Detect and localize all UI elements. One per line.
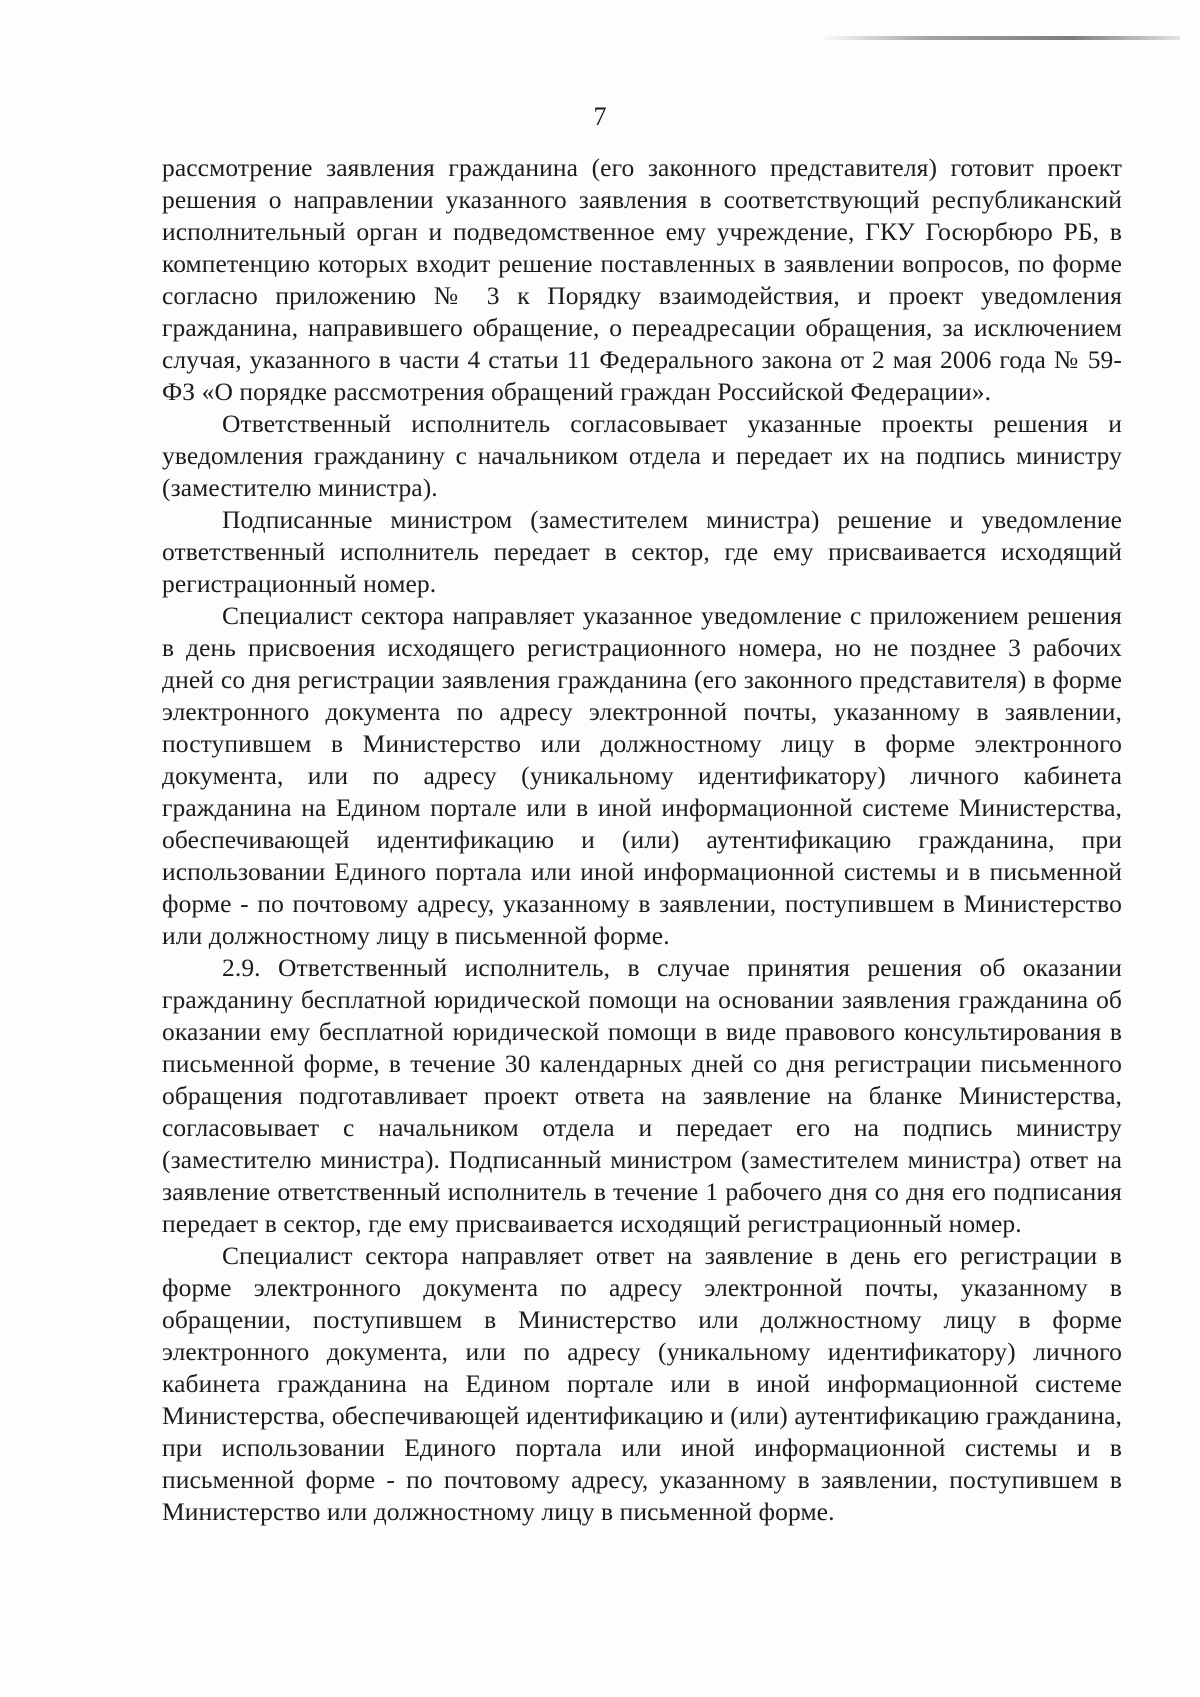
document-body [162,152,1122,1528]
paragraph-approval: Ответственный исполнитель согласовывает указанные проекты решения и уведомления гражданину с начальником отдела и передает их на подпись министру (заместителю министра). [162,409,1122,502]
page-number: 7 [593,102,607,131]
scan-artifact-line [820,36,1180,40]
paragraph-response-sending: Специалист сектора направляет ответ на заявление в день его регистрации в форме электронного документа по адресу электронной почты, указанному в обращении, поступившем в Министерство или должностному лицу в форме электронного документа, или по адресу (уникальному идентификатору) личного кабинета гражданина на Едином портале или в иной информационной системе Министерства, обеспечивающей идентификацию и (или) аутентификацию гражданина, при использовании Единого портала или иной информационной системы и в письменной форме - по почтовому адресу, указанному в заявлении, поступившем в Министерство или должностному лицу в письменной форме. [162,1241,1122,1526]
paragraph-notification-sending: Специалист сектора направляет указанное уведомление с приложением решения в день присвоения исходящего регистрационного номера, но не позднее 3 рабочих дней со дня регистрации заявления гражданина (его законного представителя) в форме электронного документа по адресу электронной почты, указанному в заявлении, поступившем в Министерство или должностному лицу в форме электронного документа, или по адресу (уникальному идентификатору) личного кабинета гражданина на Едином портале или в иной информационной системе Министерства, обеспечивающей идентификацию и (или) аутентификацию гражданина, при использовании Единого портала или иной информационной системы и в письменной форме - по почтовому адресу, указанному в заявлении, поступившем в Министерство или должностному лицу в письменной форме. [162,601,1122,950]
paragraph-continuation: рассмотрение заявления гражданина (его законного представителя) готовит проект решения о направлении указанного заявления в соответствующий республиканский исполнительный орган и подведомственное ему учреждение, ГКУ Госюрбюро РБ, в компетенцию которых входит решение поставленных в заявлении вопросов, по форме согласно приложению № 3 к Порядку взаимодействия, и проект уведомления гражданина, направившего обращение, о переадресации обращения, за исключением случая, указанного в части 4 статьи 11 Федерального закона от 2 мая 2006 года № 59-ФЗ «О порядке рассмотрения обращений граждан Российской Федерации». [162,153,1122,406]
paragraph-signed-decision: Подписанные министром (заместителем министра) решение и уведомление ответственный исполнитель передает в сектор, где ему присваивается исходящий регистрационный номер. [162,505,1122,598]
paragraph-section-2-9: 2.9. Ответственный исполнитель, в случае принятия решения об оказании гражданину бесплатной юридической помощи на основании заявления гражданина об оказании ему бесплатной юридической помощи в виде правового консультирования в письменной форме, в течение 30 календарных дней со дня регистрации письменного обращения подготавливает проект ответа на заявление на бланке Министерства, согласовывает с начальником отдела и передает его на подпись министру (заместителю министра). Подписанный министром (заместителем министра) ответ на заявление ответственный исполнитель в течение 1 рабочего дня со дня его подписания передает в сектор, где ему присваивается исходящий регистрационный номер. [162,953,1122,1238]
